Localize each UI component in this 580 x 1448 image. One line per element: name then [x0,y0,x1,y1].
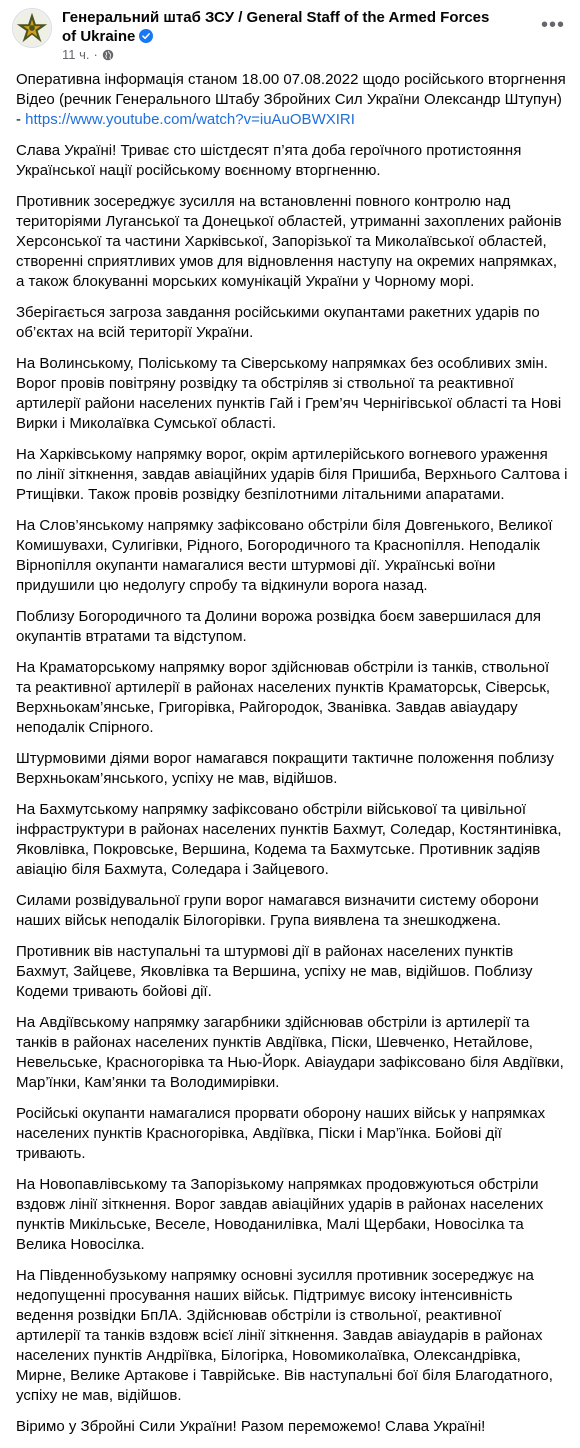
meta-separator: · [93,47,98,62]
post-paragraph: Зберігається загроза завдання російськими окупантами ракетних ударів по об’єктах на всій території України. [16,304,540,341]
globe-icon[interactable] [102,49,114,61]
post-paragraph: Поблизу Богородичного та Долини ворожа розвідка боєм завершилася для окупантів втратами та відступом. [16,608,542,645]
post-paragraph: На Південнобузькому напрямку основні зусилля противник зосереджує на недопущенні просування наших військ. Підтримує високу інтенсивність ведення розвідки БпЛА. Здійснював обстріли із ствольної, реактивної артилерії та танків вздовж всієї лінії зіткнення. Завдав авіаударів в районах населених пунктів Андріївка, Білогірка, Новомиколаївка, Олександрівка, Мирне, Велике Артакове і Таврійське. Вів наступальні бої біля Благодатного, успіху не мав, відійшов. [16,1267,553,1404]
intro-text: Оперативна інформація станом 18.00 07.08.2022 щодо російського вторгнення Відео (речник Генерального Штабу Збройних Сил України Олександр Штупун) - [16,71,566,128]
post-body [16,70,568,1448]
post-paragraph: На Краматорському напрямку ворог здійснював обстріли із танків, ствольної та реактивної артилерії в районах населених пунктів Краматорськ, Сіверськ, Верхньокам’янське, Григорівка, Райгородок, Званівка. Завдав авіаудару неподалік Спірного. [16,659,551,736]
post-paragraph: Штурмовими діями ворог намагався покращити тактичне положення поблизу Верхньокам’янського, успіху не мав, відійшов. [16,750,554,787]
post-paragraph: Віримо у Збройні Сили України! Разом переможемо! Слава Україні! [16,1418,486,1435]
video-link[interactable]: https://www.youtube.com/watch?v=iuAuOBWXIRI [25,111,355,128]
page-name-text[interactable]: Генеральний штаб ЗСУ / General Staff of the Armed Forces of Ukraine [62,9,490,45]
post-paragraph: На Харківському напрямку ворог, окрім артилерійського вогневого ураження по лінії зіткнення, завдав авіаційних ударів біля Пришиба, Верхнього Салтова і Ртищівки. Також провів розвідку безпілотними літальними апаратами. [16,446,568,503]
post-paragraph: На Новопавлівському та Запорізькому напрямках продовжуються обстріли вздовж лінії зіткнення. Ворог завдав авіаційних ударів в районах населених пунктів Микільське, Веселе, Новоданилівка, Малі Щербаки, Новосілка та Велика Новосілка. [16,1176,544,1253]
general-staff-emblem-icon [13,9,51,47]
post-header [0,0,580,70]
post-paragraph: Противник зосереджує зусилля на встановленні повного контролю над територіями Луганської та Донецької областей, утриманні захоплених районів Херсонської та частини Харківської, Запорізької та Миколаївської областей, створенні сприятливих умов для відновлення наступу на окремих напрямках, а також блокуванні морських комунікацій України у Чорному морі. [16,193,562,290]
post-paragraph: На Слов’янському напрямку зафіксовано обстріли біля Довгенького, Великої Комишувахи, Сулигівки, Рідного, Богородичного та Краснопілля. Неподалік Вірнопілля окупанти намагалися вести штурмові дії. Українські воїни придушили цю недолугу спробу та відкинули ворога назад. [16,517,553,594]
post-paragraph: Російські окупанти намагалися прорвати оборону наших військ у напрямках населених пунктів Красногорівка, Авдіївка, Піски і Мар’їнка. Бойові дії тривають. [16,1105,546,1162]
post-paragraph: Силами розвідувальної групи ворог намагався визначити систему оборони наших військ неподалік Білогорівки. Група виявлена та знешкоджена. [16,892,539,929]
post-intro [16,70,568,130]
post-paragraph: На Авдіївському напрямку загарбники здійснював обстріли із артилерії та танків в районах населених пунктів Авдіївка, Піски, Шевченко, Нетайлове, Невельське, Красногорівка та Нью-Йорк. Авіаудари зафіксовано біля Авдіївки, Мар’їнки, Кам’янки та Володимирівки. [16,1014,564,1091]
page-name[interactable] [62,8,502,46]
post-paragraph: Слава Україні! Триває сто шістдесят п’ята доба героїчного протистояння Української нації російському воєнному вторгненню. [16,142,522,179]
post-timestamp[interactable]: 11 ч. [62,47,90,62]
more-options-button[interactable] [538,10,568,40]
post-paragraph: На Бахмутському напрямку зафіксовано обстріли військової та цивільної інфраструктури в районах населених пунктів Бахмут, Соледар, Костянтинівка, Яковлівка, Покровське, Вершина, Кодема та Бахмутське. Противник задіяв авіацію біля Бахмута, Соледара і Зайцевого. [16,801,562,878]
post-meta [62,47,114,63]
verified-badge-icon [139,29,153,43]
page-avatar[interactable] [12,8,52,48]
post-paragraph: Противник вів наступальні та штурмові дії в районах населених пунктів Бахмут, Зайцеве, Яковлівка та Вершина, успіху не мав, відійшов. Поблизу Кодеми тривають бойові дії. [16,943,533,1000]
more-options-icon: ••• [540,13,565,36]
post-paragraph: На Волинському, Поліському та Сіверському напрямках без особливих змін. Ворог провів повітряну розвідку та обстріляв зі ствольної та реактивної артилерії райони населених пунктів Гай і Грем’яч Чернігівської області та Нові Вирки і Миколаївка Сумської області. [16,355,562,432]
